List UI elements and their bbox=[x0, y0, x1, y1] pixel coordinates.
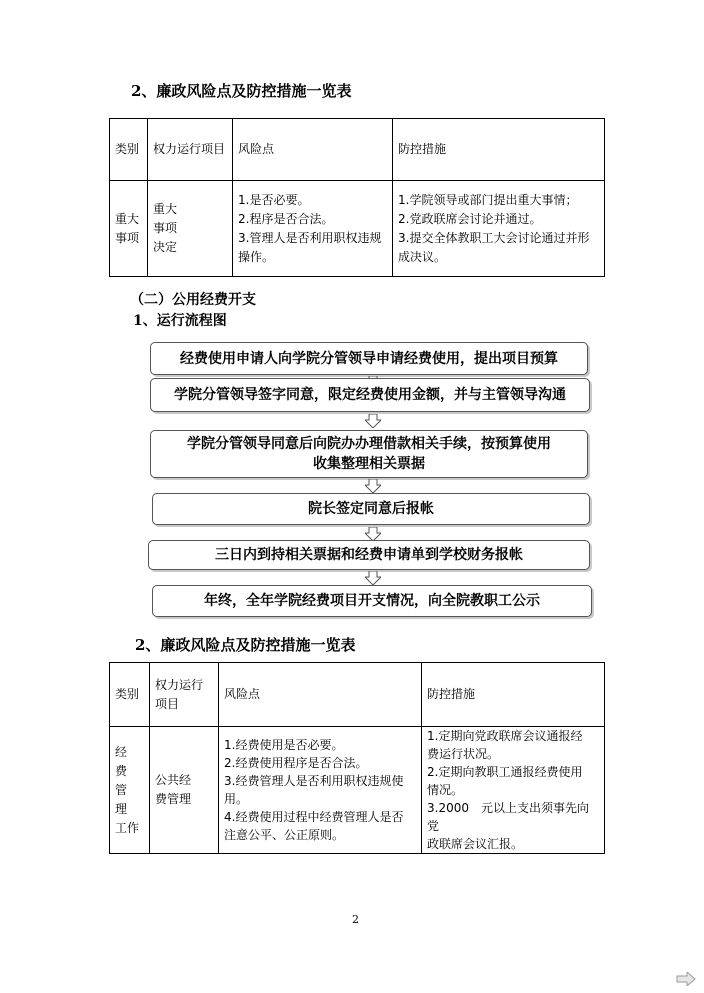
cell-line: 1.定期向党政联席会议通报经 bbox=[427, 729, 583, 743]
flow-step-1 bbox=[150, 342, 588, 375]
cell-line: 情况。 bbox=[427, 783, 464, 797]
down-arrow-icon bbox=[365, 571, 381, 585]
cell-line: 1.学院领导或部门提出重大事情； bbox=[398, 192, 578, 207]
power-item-cell bbox=[148, 181, 233, 277]
cell-line: 政联席会议汇报。 bbox=[427, 837, 524, 851]
cell-line: 注意公平、公正原则。 bbox=[224, 828, 345, 842]
cell-line: 管 理 bbox=[115, 782, 140, 816]
cell-line: 重大 bbox=[153, 202, 178, 216]
page-number: 2 bbox=[352, 913, 359, 926]
section2-table-heading: 2、廉政风险点及防控措施一览表 bbox=[135, 636, 356, 654]
cell-line: 用。 bbox=[224, 792, 249, 806]
flow-step-text: 院长签定同意后报帐 bbox=[308, 501, 434, 517]
flow-step-6 bbox=[152, 585, 592, 617]
cell-line: 3.2000 元以上支出须事先向党 bbox=[427, 801, 589, 833]
cell-line: 2.党政联席会讨论并通过。 bbox=[398, 211, 542, 226]
risk-table-funding bbox=[109, 662, 605, 854]
header-risk: 风险点 bbox=[233, 119, 393, 181]
cell-line: 2.程序是否合法。 bbox=[238, 211, 334, 226]
category-cell bbox=[110, 181, 148, 277]
header-category: 类别 bbox=[110, 663, 150, 727]
flow-step-text: 年终，全年学院经费项目开支情况，向全院教职工公示 bbox=[204, 593, 540, 609]
risk-cell bbox=[219, 727, 422, 854]
down-arrow-icon bbox=[365, 479, 381, 493]
header-power-item: 权力运行项目 bbox=[150, 663, 219, 727]
header-power-item: 权力运行项目 bbox=[148, 119, 233, 181]
cell-line: 事项 bbox=[153, 221, 178, 235]
header-measures: 防控措施 bbox=[393, 119, 605, 181]
cell-line: 操作。 bbox=[238, 249, 275, 264]
flow-step-4 bbox=[152, 493, 590, 525]
header-category: 类别 bbox=[110, 119, 148, 181]
cell-line: 4.经费使用过程中经费管理人是否 bbox=[224, 810, 404, 824]
next-page-arrow-icon[interactable] bbox=[676, 972, 696, 986]
cell-line: 3.经费管理人是否利用职权违规使 bbox=[224, 774, 404, 788]
flow-step-text: 收集整理相关票据 bbox=[313, 456, 425, 472]
table-header-row bbox=[110, 119, 605, 181]
down-arrow-icon bbox=[365, 414, 381, 428]
flow-step-text: 三日内到持相关票据和经费申请单到学校财务报帐 bbox=[215, 547, 523, 563]
flow-step-text: 经费使用申请人向学院分管领导申请经费使用，提出项目预算 bbox=[180, 350, 558, 367]
table-row bbox=[110, 727, 605, 854]
flow-step-3 bbox=[150, 430, 588, 478]
cell-line: 3.管理人是否利用职权违规 bbox=[238, 230, 382, 245]
cell-line: 2.经费使用程序是否合法。 bbox=[224, 756, 368, 770]
header-risk: 风险点 bbox=[219, 663, 422, 727]
power-item-cell bbox=[150, 727, 219, 854]
cell-line: 3.提交全体教职工大会讨论通过并形 bbox=[398, 230, 590, 245]
cell-line: 公共经 bbox=[155, 773, 192, 787]
cell-line: 费管理 bbox=[155, 792, 192, 806]
table-header-row bbox=[110, 663, 605, 727]
cell-line: 经 费 bbox=[115, 744, 140, 778]
flowchart-heading: 1、运行流程图 bbox=[133, 313, 227, 329]
cell-line: 费运行状况。 bbox=[427, 747, 500, 761]
category-cell bbox=[110, 727, 150, 854]
measures-cell bbox=[393, 181, 605, 277]
down-arrow-icon bbox=[365, 527, 381, 541]
cell-line: 决定 bbox=[153, 240, 178, 254]
cell-line: 1.是否必要。 bbox=[238, 192, 310, 207]
section2-heading: （二）公用经费开支 bbox=[130, 292, 256, 308]
risk-table-major-matters bbox=[109, 118, 605, 277]
measures-cell bbox=[422, 727, 605, 854]
risk-cell bbox=[233, 181, 393, 277]
cell-line: 事项 bbox=[115, 230, 140, 245]
table-row bbox=[110, 181, 605, 277]
cell-line: 重大 bbox=[115, 211, 140, 226]
flow-step-text: 学院分管领导签字同意，限定经费使用金额，并与主管领导沟通 bbox=[174, 387, 566, 403]
flow-step-text: 学院分管领导同意后向院办办理借款相关手续，按预算使用 bbox=[187, 436, 551, 452]
flow-step-5 bbox=[148, 540, 590, 570]
cell-line: 2.定期向教职工通报经费使用 bbox=[427, 765, 583, 779]
cell-line: 成决议。 bbox=[398, 249, 447, 264]
section1-heading: 2、廉政风险点及防控措施一览表 bbox=[131, 82, 352, 100]
cell-line: 1.经费使用是否必要。 bbox=[224, 738, 344, 752]
header-measures: 防控措施 bbox=[422, 663, 605, 727]
flow-step-2 bbox=[150, 378, 590, 412]
cell-line: 工作 bbox=[115, 820, 140, 835]
